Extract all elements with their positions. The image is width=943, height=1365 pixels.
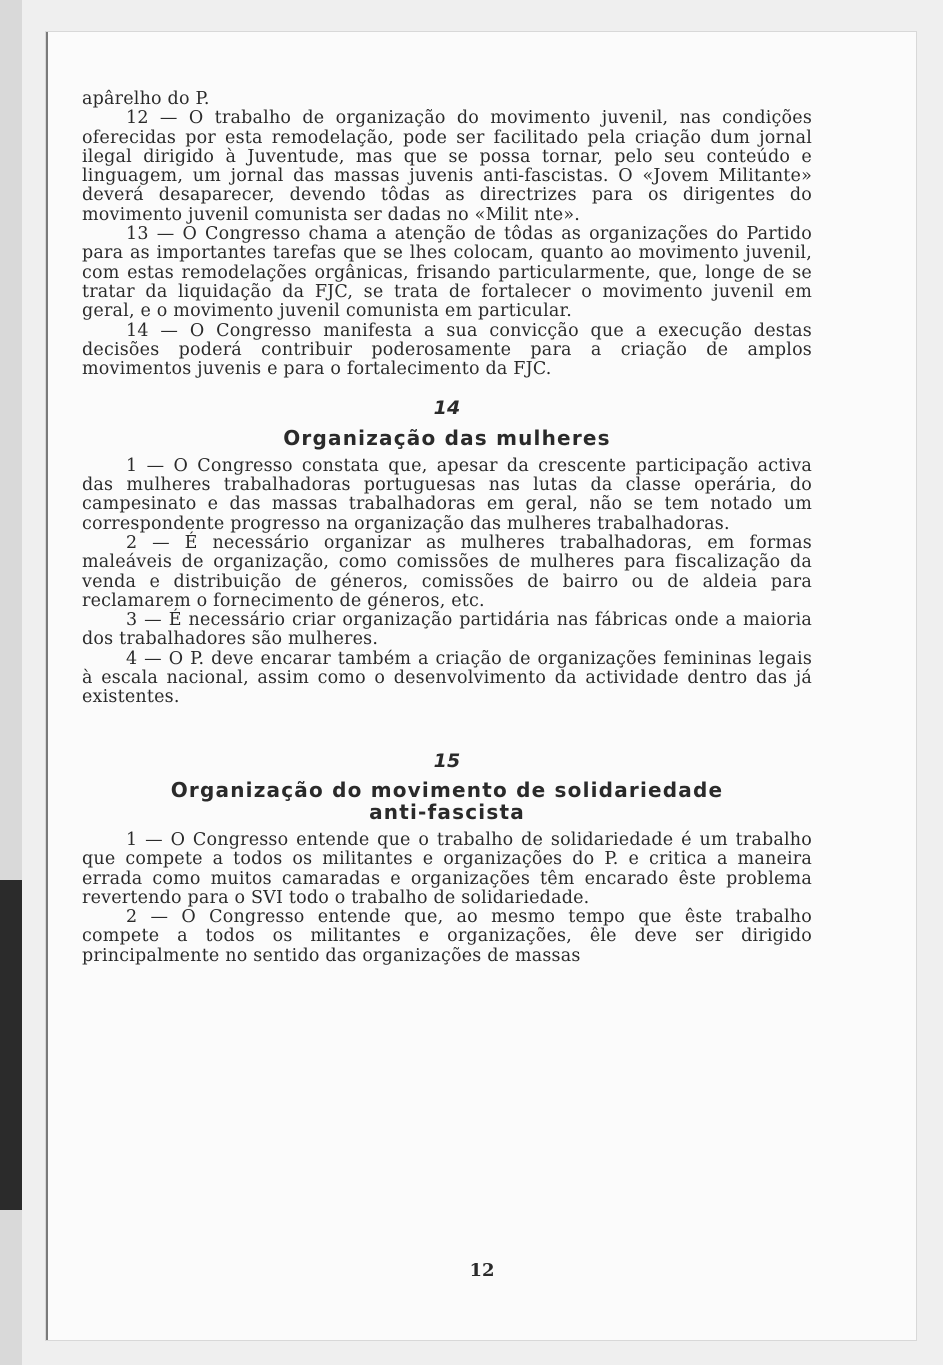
section-15-title-line1: Organização do movimento de solidariedade — [170, 777, 724, 802]
section-15-paragraph-2: 2 — O Congresso entende que, ao mesmo tempo que êste trabalho compete a todos os militantes e organizações, êle deve ser dirigido principalmente no sentido das organizações de massas — [82, 907, 812, 966]
page-number: 12 — [469, 1260, 495, 1281]
section-14-number: 14 — [433, 397, 461, 420]
section-15-title-line2: anti-fascista — [369, 799, 525, 824]
document-page — [46, 32, 916, 1340]
intro-paragraph-0: apârelho do P. — [82, 89, 210, 109]
section-14-paragraph-4: 4 — O P. deve encarar também a criação de organizações femininas legais à escala nacional, assim como o desenvolvimento da actividade dentro das já existentes. — [82, 648, 812, 708]
section-14-paragraph-2: 2 — É necessário organizar as mulheres trabalhadoras, em formas maleáveis de organização, como comissões de mulheres para fiscalização da venda e distribuição de géneros, comissões de bairro ou de aldeia para reclamarem o fornecimento de géneros, etc. — [82, 532, 812, 611]
intro-paragraph-12: 12 — O trabalho de organização do movimento juvenil, nas condições oferecidas por esta remodelação, pode ser facilitado pela criação dum jornal ilegal dirigido à Juventude, mas que se possa tornar, pelo seu conteúdo e linguagem, um jornal das massas juvenis anti-fascistas. O «Jovem Militante» deverá desaparecer, devendo tôdas as directrizes para os dirigentes do movimento juvenil comunista ser dadas no «Milit nte». — [82, 108, 812, 225]
section-14-paragraph-1: 1 — O Congresso constata que, apesar da crescente participação activa das mulheres trabalhadoras portuguesas nas lutas da classe operária, do campesinato e das massas trabalhadoras em geral, não se tem notado um correspondente progresso na organização das mulheres trabalhadoras. — [82, 455, 812, 534]
intro-paragraph-14: 14 — O Congresso manifesta a sua convicção que a execução destas decisões poderá contribuir poderosamente para a criação de amplos movimentos juvenis e para o fortalecimento da FJC. — [82, 320, 812, 380]
document-text — [82, 90, 812, 966]
section-15-paragraph-1: 1 — O Congresso entende que o trabalho de solidariedade é um trabalho que compete a todos os militantes e organizações do P. e critica a maneira errada como muitos camaradas e organizações têm encarado êste problema revertendo para o SVI todo o trabalho de solidariedade. — [82, 829, 812, 908]
section-15-number: 15 — [433, 749, 461, 772]
section-14-paragraph-3: 3 — É necessário criar organização partidária nas fábricas onde a maioria dos trabalhadores são mulheres. — [82, 610, 812, 650]
scan-left-strip — [0, 0, 22, 1365]
section-14-title: Organização das mulheres — [283, 425, 611, 450]
scan-dark-band — [0, 880, 22, 1210]
intro-paragraph-13: 13 — O Congresso chama a atenção de tôdas as organizações do Partido para as importantes tarefas que se lhes colocam, quanto ao movimento juvenil, com estas remodelações orgânicas, frisando particularmente, que, longe de se tratar da liquidação da FJC, se trata de fortalecer o movimento juvenil em geral, e o movimento juvenil comunista em particular. — [82, 224, 812, 322]
